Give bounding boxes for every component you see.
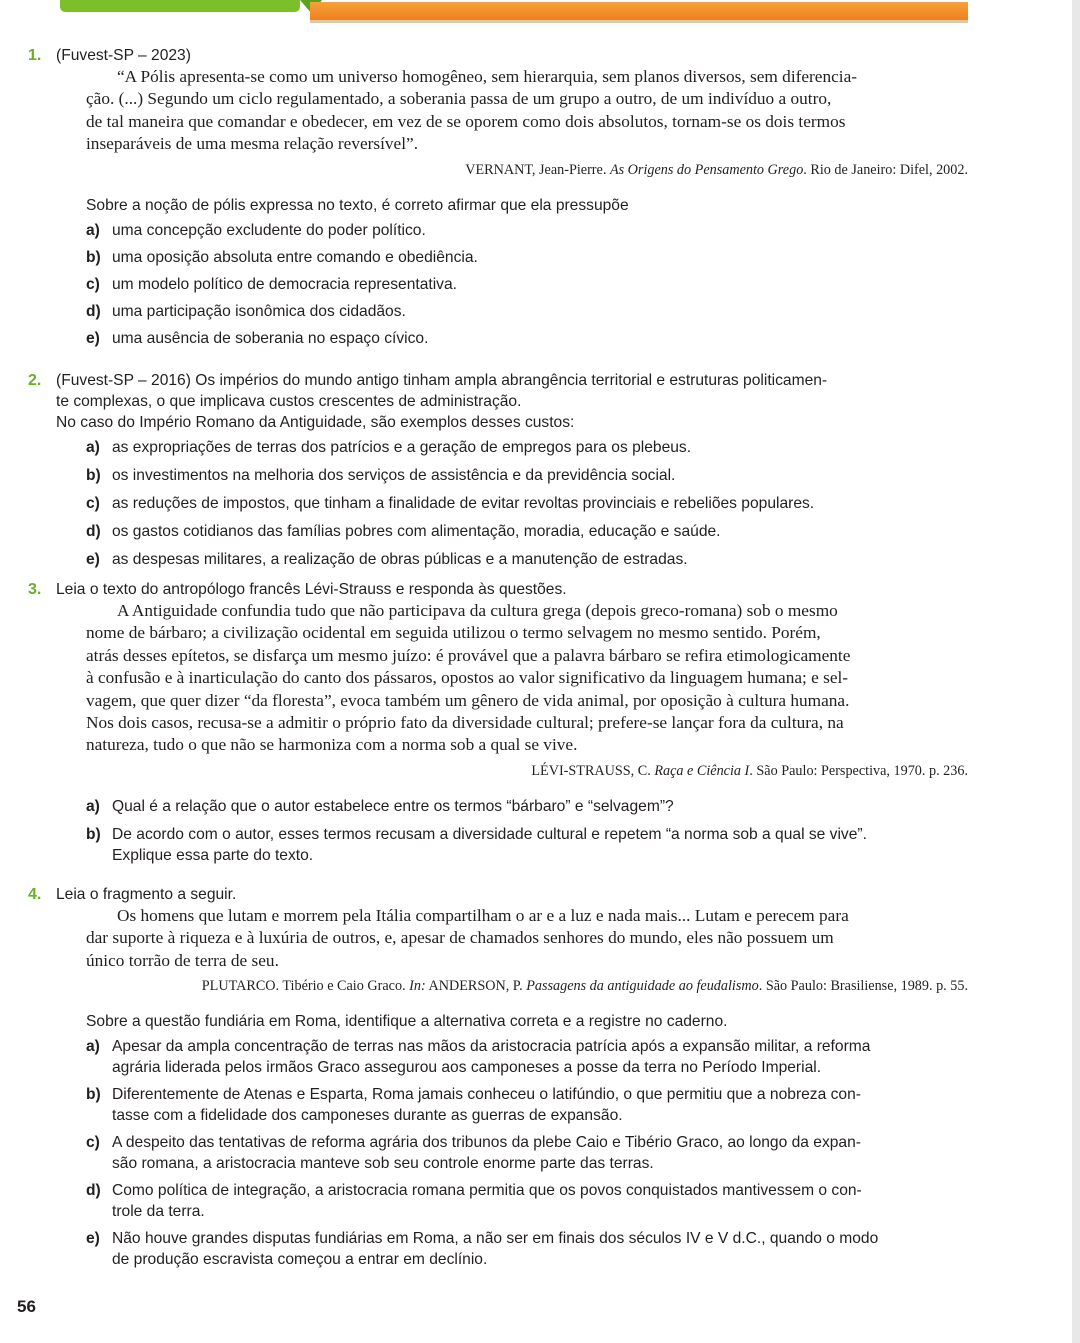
question-stem: Sobre a questão fundiária em Roma, identifique a alternativa correta e a registre no caderno. [86,1013,728,1031]
option-c[interactable] [86,1132,968,1174]
option-text: as despesas militares, a realização de obras públicas e a manutenção de estradas. [112,551,688,568]
option-text: um modelo político de democracia representativa. [112,275,457,293]
option-letter: b) [86,248,101,266]
option-text: Explique essa parte do texto. [112,846,314,864]
source-title: Passagens da antiguidade ao feudalismo [526,978,759,995]
quote-line: ção. (...) Segundo um ciclo regulamentado, a soberania passa de um grupo a outro, de um indivíduo a outro, [86,89,832,109]
option-e[interactable] [86,1228,968,1270]
option-letter: e) [86,1230,100,1248]
option-text: Apesar da ampla concentração de terras nas mãos da aristocracia patrícia após a expansão militar, a reforma [112,1038,871,1056]
page-edge [1072,0,1080,1343]
source-author: VERNANT, Jean-Pierre. [465,161,607,178]
option-letter: b) [86,825,101,843]
quote-line: inseparáveis de uma mesma relação reversível”. [86,134,419,154]
option-b[interactable] [86,1084,968,1126]
source-title: Raça e Ciência I [654,762,750,779]
option-text: as expropriações de terras dos patrícios e a geração de empregos para os plebeus. [112,439,692,456]
option-a[interactable] [86,1036,968,1078]
source-in: In: [409,978,426,995]
stem-line: No caso do Império Romano da Antiguidade, são exemplos desses custos: [56,414,575,431]
quote-line: à confusão e à inarticulação do canto dos pássaros, opostos ao valor significativo da linguagem humana; e sel- [86,668,849,688]
page-number: 56 [17,1297,36,1316]
question-stem [28,370,968,433]
option-text: são romana, a aristocracia manteve sob seu controle enorme parte das terras. [112,1155,654,1173]
option-b[interactable] [86,247,968,274]
quote-line: Nos dois casos, recusa-se a admitir o próprio fato da diversidade cultural; prefere-se lançar fora da cultura, na [86,713,844,733]
option-letter: e) [86,551,100,568]
option-d[interactable] [86,1180,968,1222]
option-letter: c) [86,275,100,293]
stem-line: (Fuvest-SP – 2016) Os impérios do mundo antigo tinham ampla abrangência territorial e estruturas politicamen- [56,372,828,389]
option-c[interactable] [86,493,968,521]
option-letter: a) [86,1038,100,1056]
quote-line: “A Pólis apresenta-se como um universo homogêneo, sem hierarquia, sem planos diversos, sem diferencia- [117,67,858,86]
question-number: 4. [28,886,42,903]
source-author: LÉVI-STRAUSS, C. [531,762,651,779]
source-editor: ANDERSON, P. [428,978,523,995]
source-title: As Origens do Pensamento Grego [609,161,804,178]
option-d[interactable] [86,301,968,328]
option-text: as reduções de impostos, que tinham a finalidade de evitar revoltas provinciais e rebeliões populares. [112,495,815,512]
option-a[interactable] [86,220,968,247]
quote-line: único torrão de terra de seu. [86,950,279,970]
quote-text [86,66,968,156]
option-e[interactable] [86,328,968,355]
quote-line: dar suporte à riqueza e à luxúria de outros, e, apesar de chamados senhores do mundo, eles não possuem um [86,928,834,948]
option-e[interactable] [86,549,968,577]
source-citation [28,763,968,780]
question-header: (Fuvest-SP – 2023) [56,47,191,64]
option-text: Não houve grandes disputas fundiárias em Roma, a não ser em finais dos séculos IV e V d.C., quando o modo [112,1230,879,1248]
quote-line: atrás desses epítetos, se disfarça um mesmo juízo: é provável que a palavra bárbaro se refira etimologicamente [86,645,851,665]
question-header: Leia o fragmento a seguir. [56,886,237,903]
option-text: uma concepção excludente do poder político. [112,221,426,239]
option-d[interactable] [86,521,968,549]
question-number: 1. [28,47,42,64]
banner-orange-bar [310,2,968,20]
option-letter: d) [86,1182,101,1200]
source-citation [28,978,968,995]
option-letter: e) [86,329,100,347]
option-b[interactable] [86,465,968,493]
source-details: . São Paulo: Brasiliense, 1989. p. 55. [758,978,968,995]
option-text: de produção escravista começou a entrar em declínio. [112,1251,488,1269]
option-letter: a) [86,797,100,815]
option-text: agrária liderada pelos irmãos Graco assegurou aos camponeses a posse da terra no Período Imperial. [112,1059,822,1077]
section-banner [0,0,1080,26]
option-letter: b) [86,467,101,484]
option-text: trole da terra. [112,1203,205,1221]
option-text: Qual é a relação que o autor estabelece entre os termos “bárbaro” e “selvagem”? [112,797,674,815]
option-text: uma oposição absoluta entre comando e obediência. [112,248,478,266]
option-letter: a) [86,439,100,456]
quote-line: Os homens que lutam e morrem pela Itália compartilham o ar e a luz e nada mais... Lutam e perecem para [117,906,849,925]
option-text: uma ausência de soberania no espaço cívico. [112,329,429,347]
option-a[interactable] [86,796,968,824]
option-text: Como política de integração, a aristocracia romana permitia que os povos conquistados mantivessem o con- [112,1182,862,1200]
option-letter: d) [86,302,101,320]
source-details: . São Paulo: Perspectiva, 1970. p. 236. [749,762,968,779]
question-number: 2. [28,372,42,389]
quote-line: natureza, tudo o que não se harmoniza com a norma sob a qual se vive. [86,735,578,755]
option-text: uma participação isonômica dos cidadãos. [112,302,406,320]
question-stem: Sobre a noção de pólis expressa no texto, é correto afirmar que ela pressupõe [86,196,629,214]
quote-line: de tal maneira que comandar e obedecer, em vez de se oporem como dois absolutos, tornam-se os dois termos [86,111,846,131]
option-text: tasse com a fidelidade dos camponeses durante as guerras de expansão. [112,1107,623,1125]
banner-green-tab [0,0,330,20]
question-2 [28,370,968,577]
option-a[interactable] [86,437,968,465]
stem-line: te complexas, o que implicava custos crescentes de administração. [56,393,522,410]
option-letter: d) [86,523,101,540]
option-text: De acordo com o autor, esses termos recusam a diversidade cultural e repetem “a norma sob a qual se vive”. [112,825,867,843]
question-3 [28,579,968,866]
source-details: . Rio de Janeiro: Difel, 2002. [803,161,968,178]
question-number: 3. [28,581,42,598]
quote-line: vagem, que quer dizer “da floresta”, evoca também um gênero de vida animal, por oposição à cultura humana. [86,690,850,710]
question-header: Leia o texto do antropólogo francês Lévi-Strauss e responda às questões. [56,581,567,598]
option-text: os investimentos na melhoria dos serviços de assistência e da previdência social. [112,467,676,484]
option-letter: c) [86,1134,100,1152]
banner-divider [310,20,968,23]
option-letter: a) [86,221,100,239]
option-b[interactable] [86,824,968,866]
quote-text [86,600,968,757]
quote-line: A Antiguidade confundia tudo que não participava da cultura grega (depois greco-romana) sob o mesmo [117,601,838,620]
option-letter: b) [86,1086,101,1104]
question-4 [28,884,968,1270]
option-letter: c) [86,495,100,512]
option-c[interactable] [86,274,968,301]
source-citation [28,162,968,179]
option-text: os gastos cotidianos das famílias pobres com alimentação, moradia, educação e saúde. [112,523,721,540]
quote-line: nome de bárbaro; a civilização ocidental em seguida utilizou o termo selvagem no mesmo sentido. Porém, [86,623,821,643]
option-text: Diferentemente de Atenas e Esparta, Roma jamais conheceu o latifúndio, o que permitiu que a nobreza con- [112,1086,861,1104]
source-author: PLUTARCO. Tibério e Caio Graco. [201,978,406,995]
question-1 [28,45,968,355]
quote-text [86,905,968,972]
option-text: A despeito das tentativas de reforma agrária dos tribunos da plebe Caio e Tibério Graco, ao longo da expan- [112,1134,861,1152]
